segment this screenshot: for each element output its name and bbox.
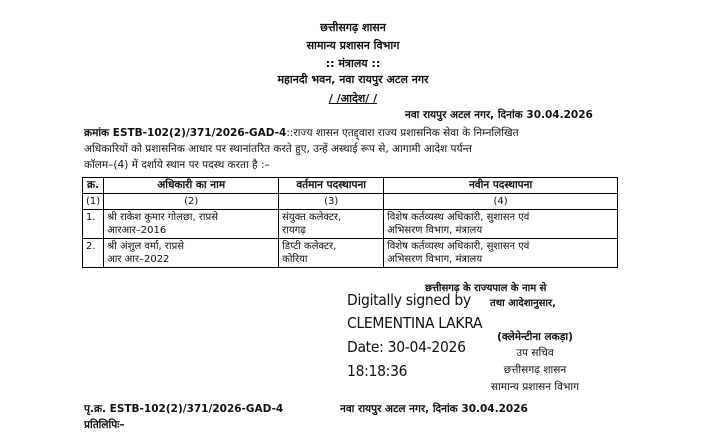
column-number-row <box>83 194 618 210</box>
header-officer: अधिकारी का नाम <box>104 178 279 194</box>
digital-signature-line1: Digitally signed by <box>347 291 471 309</box>
new-posting-cell <box>384 210 618 239</box>
office-address: महानदी भवन, नवा रायपुर अटल नगर <box>277 73 429 86</box>
officer-cell <box>104 210 279 239</box>
signatory-designation: उप सचिव <box>516 347 554 359</box>
order-body-line1 <box>84 126 519 141</box>
transfer-table <box>82 177 618 268</box>
endorsement-number: पृ.क्र. ESTB-102(2)/371/2026-GAD-4 <box>84 403 284 415</box>
current-post: संयुक्त कलेक्टर, <box>282 212 342 223</box>
table-header-row <box>83 178 618 194</box>
col-number-1: (1) <box>83 194 104 210</box>
new-posting-cell <box>384 239 618 268</box>
new-department: अभिसरण विभाग, मंत्रालय <box>387 225 483 236</box>
signatory-department: सामान्य प्रशासन विभाग <box>490 381 579 393</box>
header-serial: क्र. <box>83 178 104 194</box>
new-department: अभिसरण विभाग, मंत्रालय <box>387 254 483 265</box>
order-body-line2: अधिकारियों को प्रशासनिक आधार पर स्थानांतरित करते हुए, उन्हें अस्थाई रूप से, आगामी आदेश पर्यन्त <box>84 143 472 155</box>
governor-authority-line1: छत्तीसगढ़ के राज्यपाल के नाम से <box>425 283 547 294</box>
signatory-name: (क्लेमेन्टीना लकड़ा) <box>497 331 573 343</box>
table-row <box>83 239 618 268</box>
copy-label: प्रतिलिपिः– <box>84 419 125 431</box>
col-number-2: (2) <box>104 194 279 210</box>
digital-signature-date: Date: 30-04-2026 <box>347 338 466 356</box>
department-title: सामान्य प्रशासन विभाग <box>306 39 400 52</box>
serial-cell: 1. <box>83 210 104 239</box>
officer-batch: आर आर–2022 <box>107 254 170 265</box>
ministry-title: :: मंत्रालय :: <box>325 57 381 70</box>
governor-authority-line2: तथा आदेशानुसार, <box>490 298 556 309</box>
endorsement-place-date: नवा रायपुर अटल नगर, दिनांक 30.04.2026 <box>340 403 528 415</box>
order-number: क्रमांक ESTB-102(2)/371/2026-GAD-4 <box>84 127 287 139</box>
col-number-3: (3) <box>279 194 384 210</box>
header-current-posting: वर्तमान पदस्थापना <box>279 178 384 194</box>
current-posting-cell <box>279 239 384 268</box>
header-new-posting: नवीन पदस्थापना <box>384 178 618 194</box>
current-posting-cell <box>279 210 384 239</box>
current-place: कोरिया <box>282 254 308 265</box>
col-number-4: (4) <box>384 194 618 210</box>
officer-cell <box>104 239 279 268</box>
order-body-line3: कॉलम–(4) में दर्शाये स्थान पर पदस्थ करता है :– <box>84 159 270 171</box>
digital-signature-name: CLEMENTINA LAKRA <box>347 314 483 332</box>
table-row <box>83 210 618 239</box>
officer-name: श्री अंशुल वर्मा, राप्रसे <box>107 241 185 252</box>
serial-cell: 2. <box>83 239 104 268</box>
new-post: विशेष कर्तव्यस्थ अधिकारी, सुशासन एवं <box>387 212 530 223</box>
government-title: छत्तीसगढ़ शासन <box>320 21 386 34</box>
place-date: नवा रायपुर अटल नगर, दिनांक 30.04.2026 <box>405 109 593 121</box>
officer-name: श्री राकेश कुमार गोलछा, राप्रसे <box>107 212 218 223</box>
order-body-text: ::राज्य शासन एतद्द्वारा राज्य प्रशासनिक सेवा के निम्नलिखित <box>286 127 519 139</box>
current-post: डिप्टी कलेक्टर, <box>282 241 337 252</box>
signatory-government: छत्तीसगढ़ शासन <box>503 364 567 376</box>
digital-signature-time: 18:18:36 <box>347 362 408 380</box>
new-post: विशेष कर्तव्यस्थ अधिकारी, सुशासन एवं <box>387 241 530 252</box>
officer-batch: आरआर–2016 <box>107 225 167 236</box>
order-title: / /आदेश/ / <box>328 92 378 105</box>
current-place: रायगढ़ <box>282 225 306 236</box>
